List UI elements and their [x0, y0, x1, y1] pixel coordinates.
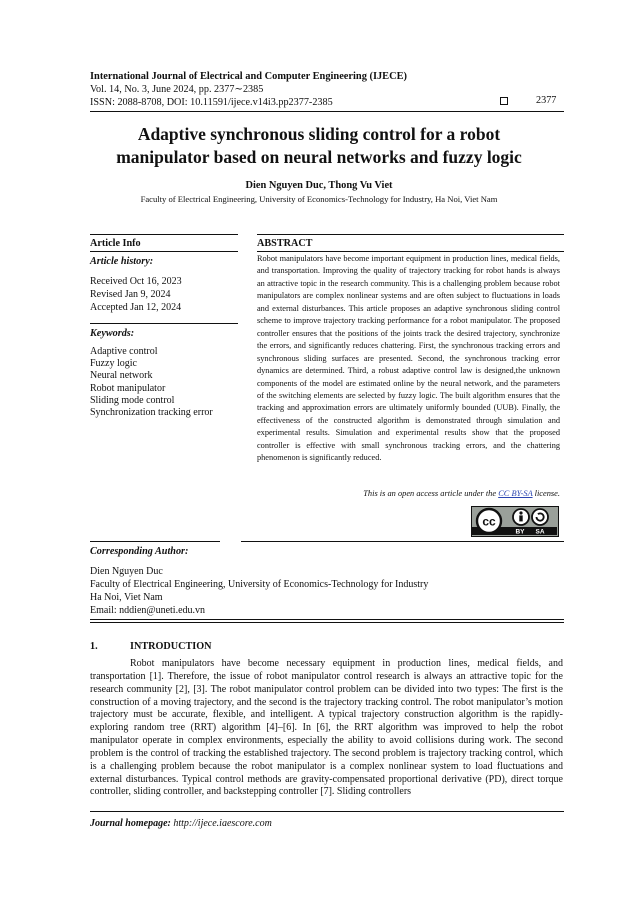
- journal-name: International Journal of Electrical and Computer Engineering (IJECE): [90, 71, 408, 82]
- corresponding-heading: Corresponding Author:: [90, 546, 189, 557]
- abstract-heading: ABSTRACT: [257, 238, 313, 249]
- authors: Dien Nguyen Duc, Thong Vu Viet: [245, 180, 393, 191]
- received-date: Received Oct 16, 2023: [90, 276, 182, 287]
- intro-heading: INTRODUCTION: [130, 641, 212, 652]
- homepage-label: Journal homepage:: [90, 818, 171, 829]
- badge-sa-label: SA: [535, 528, 545, 535]
- article-info-heading: Article Info: [90, 238, 141, 249]
- issn-doi: ISSN: 2088-8708, DOI: 10.11591/ijece.v14i3.pp2377-2385: [90, 97, 333, 108]
- intro-body: [90, 658, 563, 799]
- open-access-note: [257, 489, 560, 498]
- affiliation: Faculty of Electrical Engineering, University of Economics-Technology for Industry, Ha Noi, Viet Nam: [140, 194, 498, 204]
- history-heading: Article history:: [90, 256, 154, 267]
- cc-icon: [472, 507, 557, 535]
- title-line-1: Adaptive synchronous sliding control for a robot: [137, 124, 501, 144]
- oa-suffix: license.: [534, 489, 560, 498]
- corr-email: Email: nddien@uneti.edu.vn: [90, 605, 206, 616]
- page-number: 2377: [536, 95, 557, 106]
- corr-rule-1: [90, 619, 564, 620]
- history-list: [90, 275, 182, 314]
- info-rule: [90, 251, 238, 252]
- paper-title: [60, 123, 578, 169]
- intro-paragraph: Robot manipulators have become necessary equipment in production lines, medical fields, and transportation [1]. Therefore, the issue of robot manipulator control research is always an attractive topic for the research community [2], [3]. The robot manipulator control problem can be divided into two types: The first is the construction of a moving trajectory, and the second is the trajectory tracking control. The robot manipulator’s motion trajectory must be accurate, flexible, and intelligent. A typical trajectory construction algorithm is the rapidly-exploring random tree (RRT) algorithm [4]–[6]. In [6], the RRT algorithm was improved to help the robot manipulator operate in complex environments, especially the ability to avoid collisions during work. The second problem is the control of tracking the established trajectory. The second problem is trajectory tracking control, which is a challenging problem because the robot manipulator is a complex nonlinear system to load fluctuations and external disturbances. Typical control methods are gravity-compensated proportional derivative (PD), direct torque controller, sliding controller, and backstepping controller [7]. Sliding controllers: [90, 658, 563, 798]
- corr-faculty: Faculty of Electrical Engineering, University of Economics-Technology for Industry: [90, 579, 429, 590]
- square-icon: [500, 97, 508, 105]
- corr-rule-2: [90, 622, 564, 623]
- footer-rule: [90, 811, 564, 812]
- abstract-rule: [257, 251, 564, 252]
- revised-date: Revised Jan 9, 2024: [90, 289, 171, 300]
- oa-prefix: This is an open access article under the: [363, 489, 497, 498]
- abstract-top-rule: [257, 234, 564, 235]
- volume-info: Vol. 14, No. 3, June 2024, pp. 2377∼2385: [90, 84, 264, 95]
- abstract-text: Robot manipulators have become important equipment in production lines, medical fields, and transportation. Improving the quality of trajectory tracking for robot hands is always an attractive topic in the research community. This is a challenging problem because robot manipulators are complex nonlinear systems and are often subject to fluctuations in loads and external disturbances. This article proposes an adaptive synchronous sliding control scheme to improve trajectory tracking performance for a robot manipulator. The proposed controller ensures that the positions of the joints track the desired trajectory, synchronize the errors, and significantly reduces chattering. First, the synchronous tracking errors and synchronous sliding surfaces are presented. Second, the synchronous tracking error dynamics are determined. Third, a robust adaptive control law is designed,the unknown components of the model are estimated online by the neural network, and the parameters of the switching elements are selected by fuzzy logic. The built algorithm ensures that the tracking and approximation errors are ultimately uniformly bounded (UUB). Finally, the effectiveness of the constructed algorithm is demonstrated through simulation and experimental results. Simulation and experimental results show that the proposed controller is effective with small synchronous tracking errors, and the chattering phenomenon is significantly reduced.: [257, 254, 560, 463]
- intro-number: 1.: [90, 641, 98, 652]
- keyword: Neural network: [90, 370, 153, 382]
- keyword: Sliding mode control: [90, 394, 175, 406]
- badge-by-label: BY: [515, 528, 525, 535]
- keywords-list: [90, 346, 213, 419]
- cc-license-badge[interactable]: [471, 506, 559, 537]
- keyword: Fuzzy logic: [90, 358, 137, 370]
- info-bottom-rule: [90, 541, 220, 542]
- cc-by-sa-link[interactable]: CC BY-SA: [498, 489, 533, 498]
- svg-text:cc: cc: [482, 514, 496, 529]
- header-rule: [90, 111, 564, 112]
- title-line-2: manipulator based on neural networks and fuzzy logic: [116, 147, 522, 167]
- corr-name: Dien Nguyen Duc: [90, 566, 163, 577]
- keywords-heading: Keywords:: [90, 328, 135, 339]
- abstract-bottom-rule: [241, 541, 564, 542]
- keyword: Synchronization tracking error: [90, 407, 213, 419]
- info-top-rule: [90, 234, 238, 235]
- accepted-date: Accepted Jan 12, 2024: [90, 302, 182, 313]
- homepage-url[interactable]: http://ijece.iaescore.com: [173, 818, 272, 829]
- corresponding-details: [90, 565, 428, 617]
- keyword: Robot manipulator: [90, 382, 166, 394]
- corr-city: Ha Noi, Viet Nam: [90, 592, 163, 603]
- keyword: Adaptive control: [90, 346, 158, 357]
- keywords-rule: [90, 323, 238, 324]
- journal-homepage: [90, 818, 272, 829]
